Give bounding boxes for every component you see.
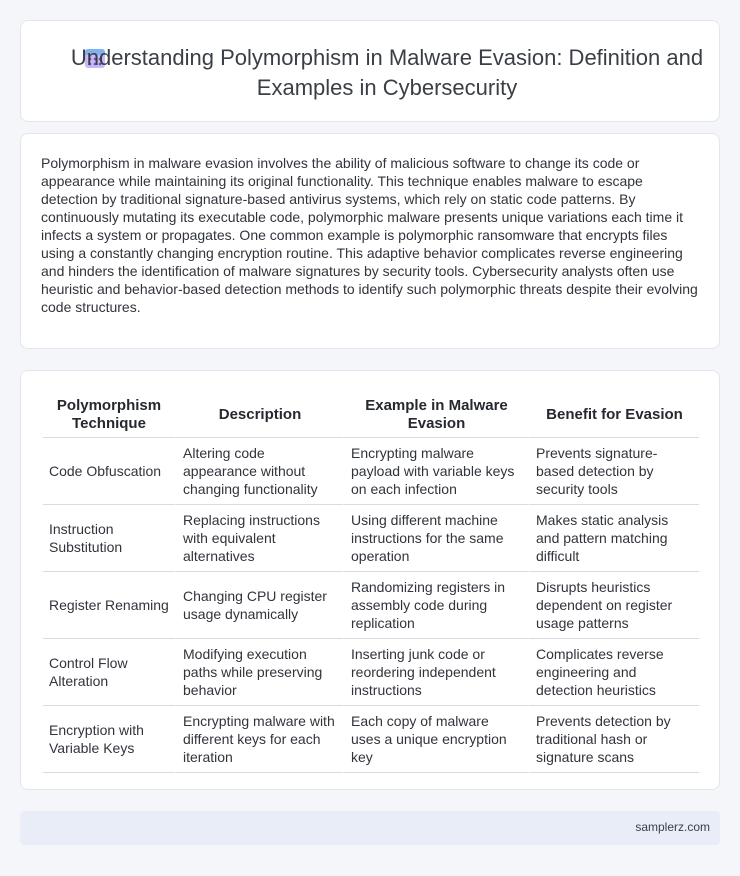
table-row: [43, 505, 699, 572]
footer-bar: [20, 811, 720, 845]
intro-card: [20, 133, 720, 349]
page-title: Understanding Polymorphism in Malware Evasion: Definition and Examples in Cybersecurity: [70, 45, 704, 100]
cell-example: Randomizing registers in assembly code during replication: [343, 572, 528, 639]
cell-benefit: Complicates reverse engineering and detection heuristics: [528, 639, 699, 706]
cell-benefit: Prevents detection by traditional hash or signature scans: [528, 706, 699, 773]
cell-description: Modifying execution paths while preserving behavior: [175, 639, 343, 706]
cell-technique: Register Renaming: [43, 572, 175, 639]
cell-benefit: Disrupts heuristics dependent on register usage patterns: [528, 572, 699, 639]
cell-example: Encrypting malware payload with variable keys on each infection: [343, 438, 528, 505]
header-example: Example in Malware Evasion: [343, 391, 528, 438]
title-card: [20, 20, 720, 122]
cell-technique: Instruction Substitution: [43, 505, 175, 572]
cell-description: Encrypting malware with different keys for each iteration: [175, 706, 343, 773]
table-row: [43, 572, 699, 639]
cell-example: Each copy of malware uses a unique encryption key: [343, 706, 528, 773]
cell-technique: Code Obfuscation: [43, 438, 175, 505]
cell-technique: Control Flow Alteration: [43, 639, 175, 706]
header-description: Description: [175, 391, 343, 438]
table-row: [43, 438, 699, 505]
cell-description: Changing CPU register usage dynamically: [175, 572, 343, 639]
intro-paragraph: Polymorphism in malware evasion involves the ability of malicious software to change its code or appearance while maintaining its original functionality. This technique enables malware to escape detection by traditional signature-based antivirus systems, which rely on static code patterns. By continuously mutating its executable code, polymorphic malware presents unique variations each time it infects a system or propagates. One common example is polymorphic ransomware that encrypts files using a constantly changing encryption routine. This adaptive behavior complicates reverse engineering and hinders the identification of malware signatures by security tools. Cybersecurity analysts often use heuristic and behavior-based detection methods to identify such polymorphic threats despite their evolving code structures.: [41, 155, 698, 315]
cell-technique: Encryption with Variable Keys: [43, 706, 175, 773]
techniques-table: [43, 391, 699, 773]
footer-site-link[interactable]: samplerz.com: [635, 820, 710, 834]
cell-example: Using different machine instructions for the same operation: [343, 505, 528, 572]
table-row: [43, 706, 699, 773]
table-row: [43, 639, 699, 706]
cell-example: Inserting junk code or reordering independent instructions: [343, 639, 528, 706]
cell-benefit: Makes static analysis and pattern matching difficult: [528, 505, 699, 572]
table-card: [20, 370, 720, 790]
header-benefit: Benefit for Evasion: [528, 391, 699, 438]
table-header-row: [43, 391, 699, 438]
cell-description: Replacing instructions with equivalent alternatives: [175, 505, 343, 572]
cell-description: Altering code appearance without changing functionality: [175, 438, 343, 505]
header-technique: Polymorphism Technique: [43, 391, 175, 438]
cell-benefit: Prevents signature-based detection by security tools: [528, 438, 699, 505]
